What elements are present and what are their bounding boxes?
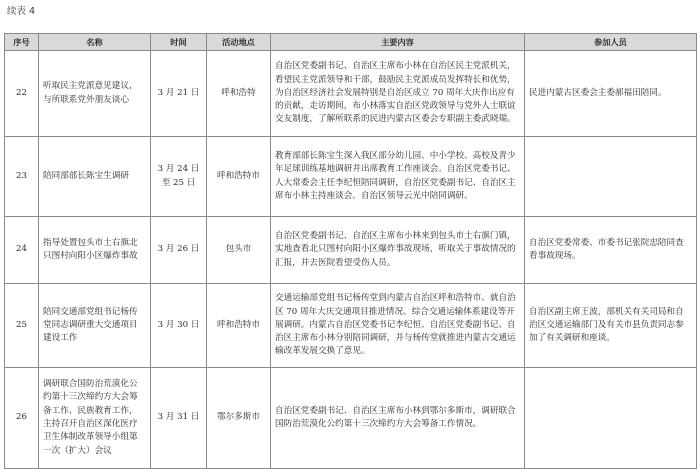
- table-row: [5, 137, 697, 217]
- cell-no: 22: [5, 51, 39, 137]
- cell-place: 呼和浩特市: [207, 137, 271, 217]
- header-row: [5, 34, 697, 51]
- header-place: 活动地点: [207, 34, 271, 51]
- cell-content: 自治区党委副书记、自治区主席布小林在自治区民主党派机关，看望民主党派领导和干部，鼓励民主党派成员发挥特长和优势，为自治区经济社会发展特别是自治区成立 70 周年大庆作出应有的贡献，走访期间，布小林落实自治区党政领导与党外人士联谊交友制度，了解所联系的民进内蒙古区委会专职副主委武晓瑞。: [271, 51, 525, 137]
- cell-date: 3 月 30 日: [151, 284, 207, 368]
- cell-name: 指导处置包头市土右旗北只图村向阳小区爆炸事故: [39, 217, 151, 284]
- cell-content: 交通运输部党组书记杨传堂到内蒙古自治区呼和浩特市、就自治区 70 周年大庆交通项目推进情况、综合交通运输体系建设等开展调研。内蒙古自治区党委书记李纪恒、自治区党委副书记、自治区主席布小林分别陪同调研，并与杨传堂就推进内蒙古交通运输改革发展交换了意见。: [271, 284, 525, 368]
- header-name: 名称: [39, 34, 151, 51]
- activities-table: [4, 33, 697, 469]
- table-row: [5, 284, 697, 368]
- cell-participants: 自治区党委常委、市委书记张院忠陪同查看事故现场。: [525, 217, 697, 284]
- cell-date: 3 月 21 日: [151, 51, 207, 137]
- table-row: [5, 217, 697, 284]
- cell-name: 陪同交通部党组书记杨传堂同志调研重大交通项目建设工作: [39, 284, 151, 368]
- header-no: 序号: [5, 34, 39, 51]
- cell-participants: 民进内蒙古区委会主委郝福田陪同。: [525, 51, 697, 137]
- cell-place: 呼和浩特: [207, 51, 271, 137]
- cell-participants: [525, 368, 697, 469]
- cell-place: 呼和浩特市: [207, 284, 271, 368]
- header-date: 时间: [151, 34, 207, 51]
- table-row: [5, 368, 697, 469]
- cell-content: 教育部部长陈宝生深入我区部分幼儿园、中小学校、高校及青少年足球训练基地调研并出席教育工作座谈会。自治区党委书记、人大常委会主任李纪恒陪同调研，自治区党委副书记、自治区主席布小林主持座谈会。自治区领导云光中陪同调研。: [271, 137, 525, 217]
- table-row: [5, 51, 697, 137]
- header-content: 主要内容: [271, 34, 525, 51]
- cell-content: 自治区党委副书记、自治区主席布小林来到包头市土右旗门镇，实地查看北只图村向阳小区爆炸事故现场，听取关于事故情况的汇报，并去医院看望受伤人员。: [271, 217, 525, 284]
- cell-participants: [525, 137, 697, 217]
- header-participants: 参加人员: [525, 34, 697, 51]
- cell-place: 鄂尔多斯市: [207, 368, 271, 469]
- cell-content: 自治区党委副书记、自治区主席布小林到鄂尔多斯市，调研联合国防治荒漠化公约第十三次缔约方大会筹备工作情况。: [271, 368, 525, 469]
- cell-date: 3 月 26 日: [151, 217, 207, 284]
- cell-no: 26: [5, 368, 39, 469]
- cell-participants: 自治区副主席王波，部机关有关司局和自治区交通运输部门及有关市县负责同志参加了有关调研和座谈。: [525, 284, 697, 368]
- cell-no: 25: [5, 284, 39, 368]
- cell-name: 调研联合国防治荒漠化公约第十三次缔约方大会筹备工作、民族教育工作，主持召开自治区深化医疗卫生体制改革领导小组第一次（扩大）会议: [39, 368, 151, 469]
- cell-no: 23: [5, 137, 39, 217]
- cell-name: 听取民主党派意见建议，与所联系党外朋友谈心: [39, 51, 151, 137]
- cell-no: 24: [5, 217, 39, 284]
- cell-place: 包头市: [207, 217, 271, 284]
- table-caption: 续表 4: [7, 6, 36, 17]
- cell-date: 3 月 31 日: [151, 368, 207, 469]
- cell-date: 3 月 24 日至 25 日: [151, 137, 207, 217]
- cell-name: 陪同部部长陈宝生调研: [39, 137, 151, 217]
